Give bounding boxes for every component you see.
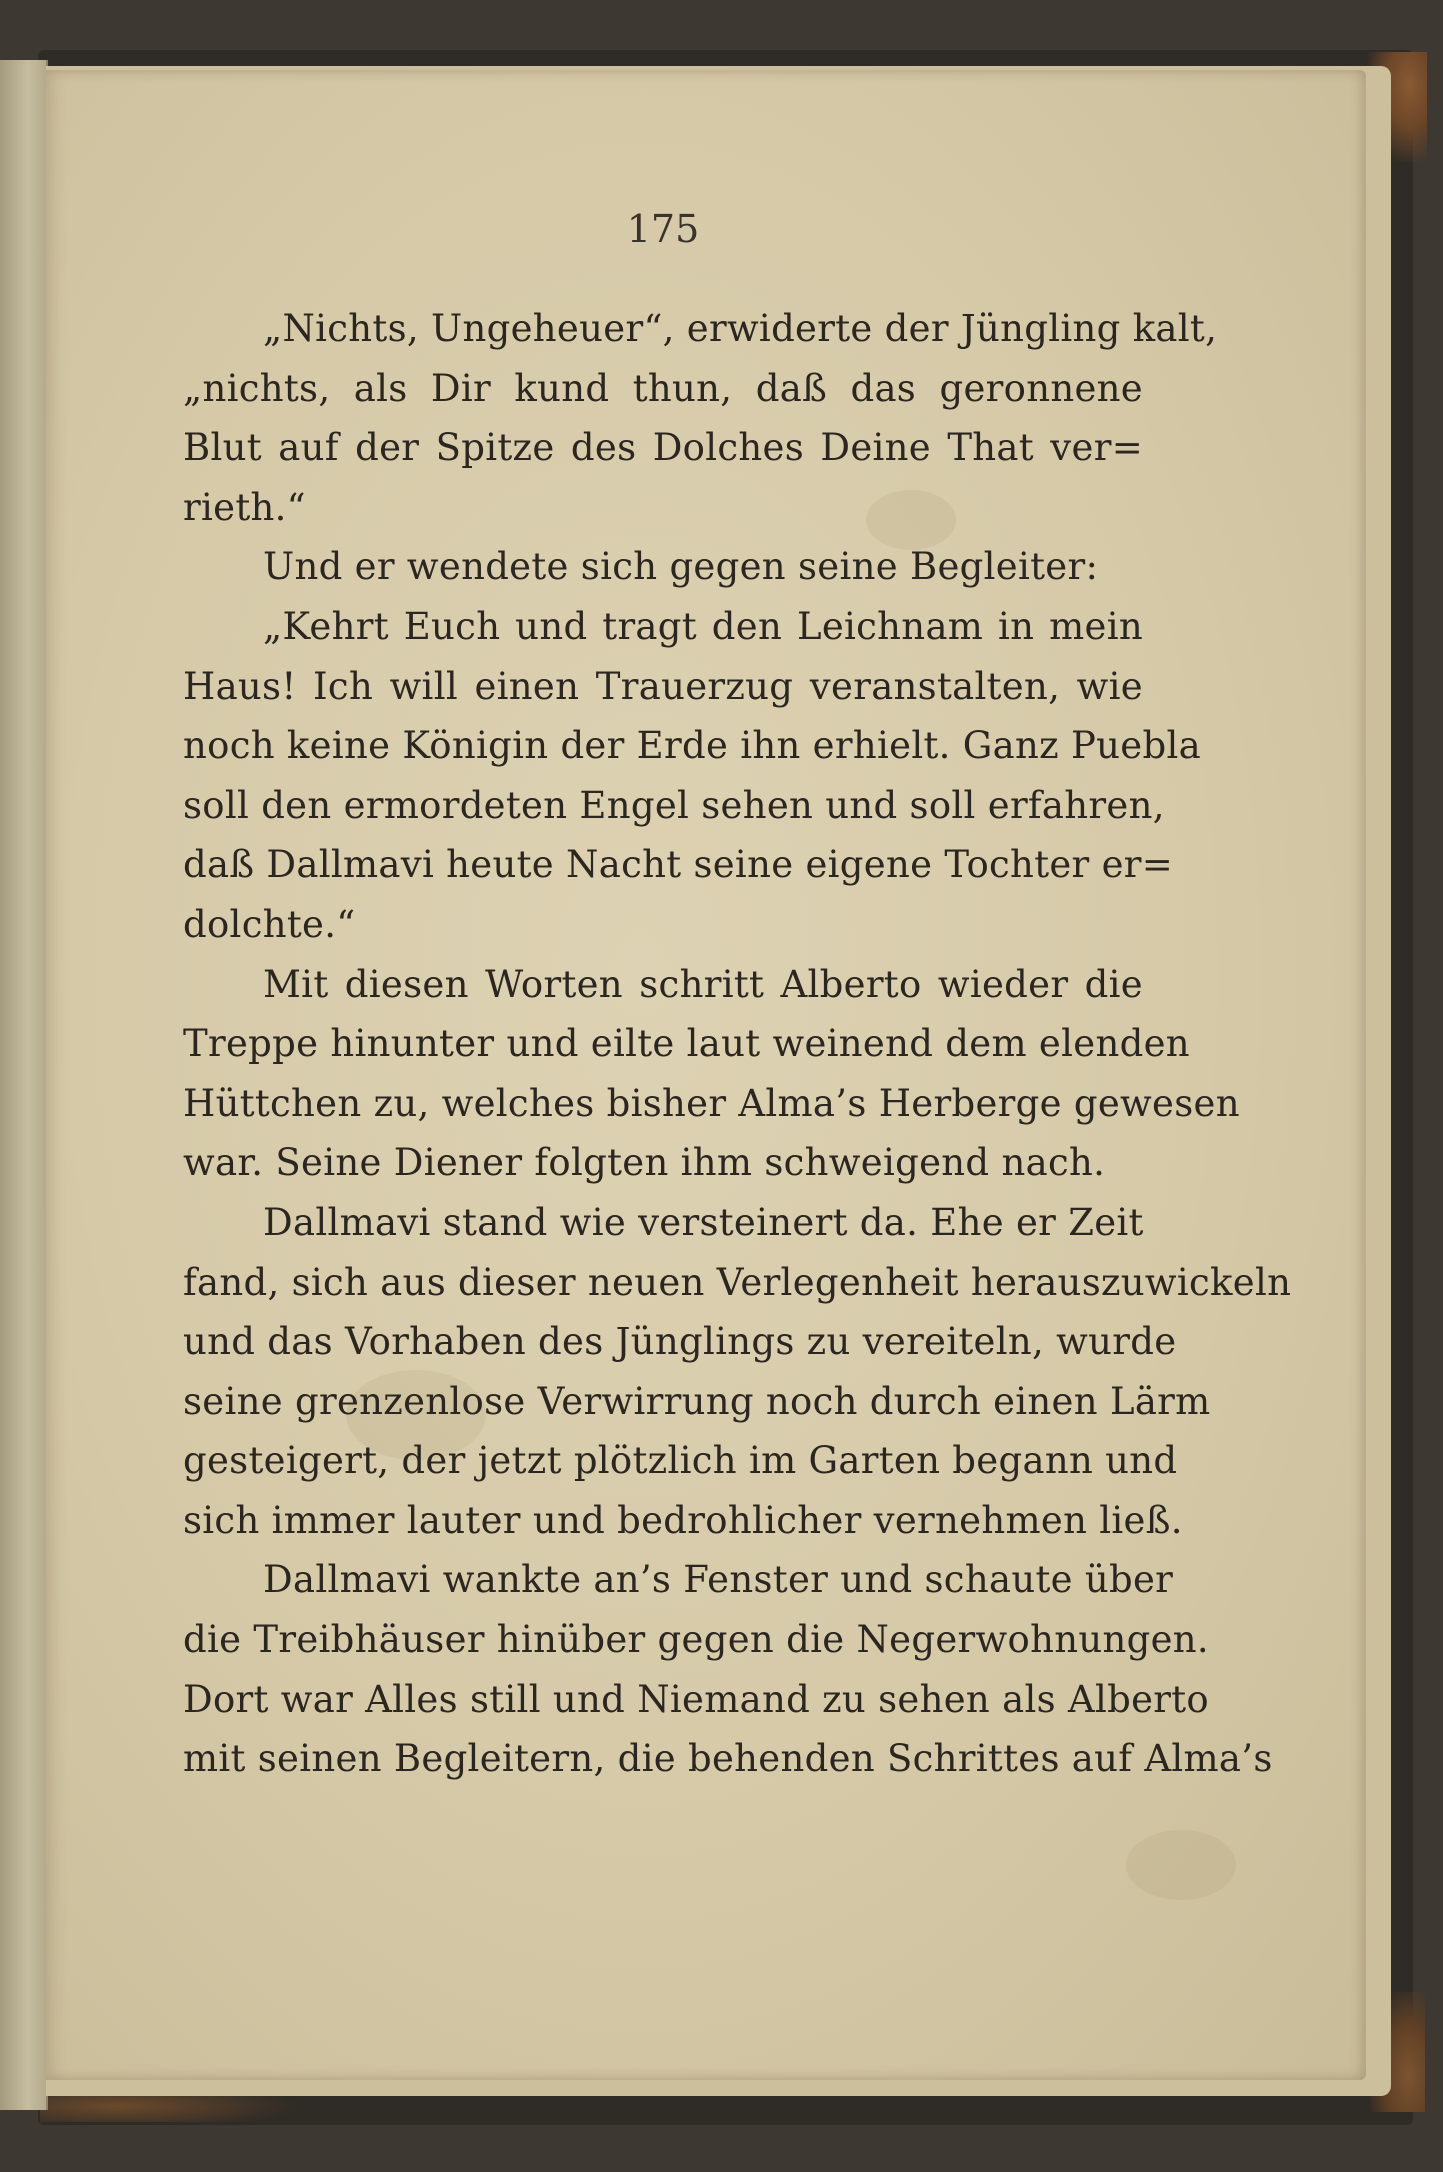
text-line: gesteigert, der jetzt plötzlich im Garten begann und: [183, 1439, 1178, 1483]
text-line: Treppe hinunter und eilte laut weinend dem elenden: [183, 1022, 1190, 1066]
text-line: „nichts, als Dir kund thun, daß das geronnene: [183, 366, 1143, 410]
text-line: die Treibhäuser hinüber gegen die Negerwohnungen.: [183, 1618, 1209, 1662]
text-line: rieth.“: [183, 485, 306, 529]
text-line: „Kehrt Euch und tragt den Leichnam in mein: [263, 604, 1143, 648]
text-line: und das Vorhaben des Jünglings zu vereiteln, wurde: [183, 1320, 1177, 1364]
page-number: 175: [626, 207, 700, 251]
text-line: seine grenzenlose Verwirrung noch durch einen Lärm: [183, 1379, 1211, 1423]
text-line: fand, sich aus dieser neuen Verlegenheit herauszuwickeln: [183, 1260, 1292, 1304]
text-line: war. Seine Diener folgten ihm schweigend nach.: [183, 1141, 1106, 1185]
text-line: Und er wendete sich gegen seine Begleiter:: [263, 545, 1099, 589]
text-line: Mit diesen Worten schritt Alberto wieder die: [263, 962, 1143, 1006]
text-line: Blut auf der Spitze des Dolches Deine That ver=: [183, 426, 1143, 470]
text-line: Dallmavi stand wie versteinert da. Ehe er Zeit: [263, 1200, 1144, 1244]
text-line: dolchte.“: [183, 902, 356, 946]
text-line: Dallmavi wankte an’s Fenster und schaute über: [263, 1558, 1174, 1602]
text-line: Haus! Ich will einen Trauerzug veranstalten, wie: [183, 664, 1143, 708]
text-line: noch keine Königin der Erde ihn erhielt. Ganz Puebla: [183, 724, 1201, 768]
body-text: [183, 299, 1292, 1789]
text-line: sich immer lauter und bedrohlicher vernehmen ließ.: [183, 1498, 1183, 1542]
text-line: soll den ermordeten Engel sehen und soll erfahren,: [183, 783, 1165, 827]
text-line: mit seinen Begleitern, die behenden Schrittes auf Alma’s: [183, 1737, 1273, 1781]
text-line: „Nichts, Ungeheuer“, erwiderte der Jüngling kalt,: [263, 307, 1218, 350]
text-line: daß Dallmavi heute Nacht seine eigene Tochter er=: [183, 843, 1174, 887]
text-line: Dort war Alles still und Niemand zu sehen als Alberto: [183, 1677, 1210, 1721]
page-gutter: [0, 60, 48, 2110]
paper-stain: [1126, 1830, 1236, 1900]
text-line: Hüttchen zu, welches bisher Alma’s Herberge gewesen: [183, 1081, 1240, 1125]
